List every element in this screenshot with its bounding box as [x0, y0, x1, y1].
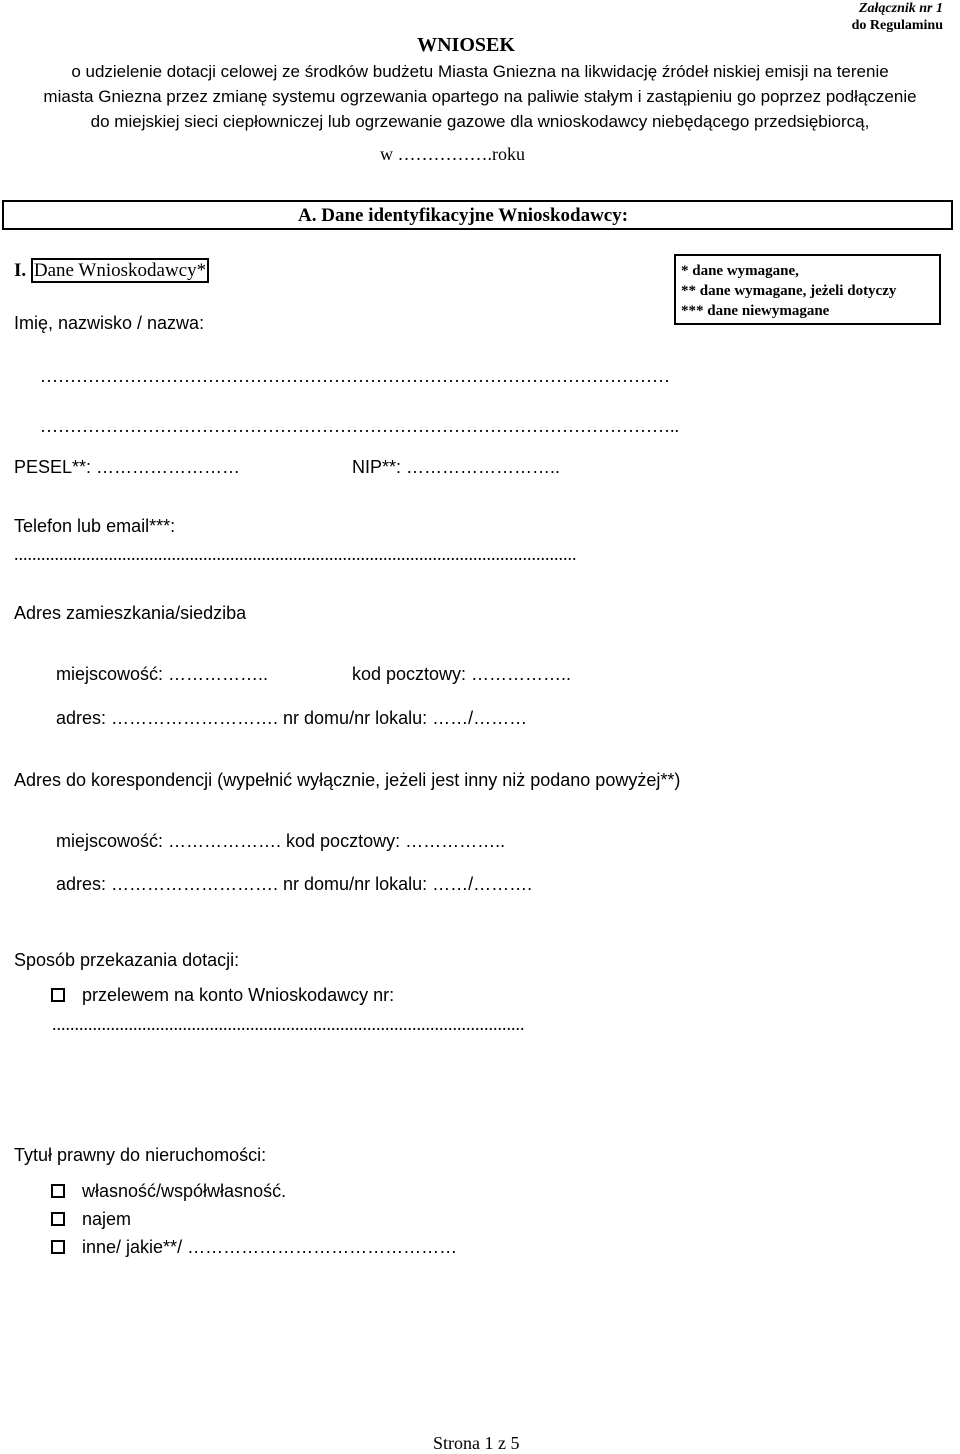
subtitle	[0, 59, 960, 134]
address-zip-field[interactable]: kod pocztowy: ……………..	[352, 664, 572, 684]
phone-label: Telefon lub email***:	[14, 516, 176, 536]
transfer-checkbox[interactable]	[51, 988, 65, 1002]
name-field-line-1[interactable]: ……………………………………………………………………………………………	[40, 366, 670, 386]
subtitle-line-1: o udzielenie dotacji celowej ze środków budżetu Miasta Gniezna na likwidację źródeł niskiej emisji na terenie	[71, 62, 889, 81]
legend-required: * dane wymagane,	[681, 263, 799, 279]
address-label: Adres zamieszkania/siedziba	[14, 603, 247, 623]
page-number: Strona 1 z 5	[433, 1433, 520, 1453]
section-a-box	[2, 200, 953, 230]
legal-title-label: Tytuł prawny do nieruchomości:	[14, 1145, 267, 1165]
transfer-option-label: przelewem na konto Wnioskodawcy nr:	[82, 985, 395, 1005]
other-checkbox[interactable]	[51, 1240, 65, 1254]
nip-field[interactable]: NIP**: ……………………..	[352, 457, 561, 477]
name-field-line-2[interactable]: ……………………………………………………………………………………………..	[40, 416, 679, 436]
year-line: w …………….roku	[380, 144, 525, 164]
subtitle-line-3: do miejskiej sieci ciepłowniczej lub ogrzewanie gazowe dla wnioskodawcy niebędącego przedsiębiorcą,	[90, 112, 870, 131]
corr-street-field[interactable]: adres: ………………………. nr domu/nr lokalu: ……/……….	[56, 874, 533, 894]
legend-required-if: ** dane wymagane, jeżeli dotyczy	[681, 283, 897, 299]
name-label: Imię, nazwisko / nazwa:	[14, 313, 205, 333]
address-city-field[interactable]: miejscowość: ……………..	[56, 664, 269, 684]
ownership-checkbox[interactable]	[51, 1184, 65, 1198]
correspondence-label: Adres do korespondencji (wypełnić wyłącznie, jeżeli jest inny niż podano powyżej**)	[14, 770, 681, 790]
subtitle-line-2: miasta Gniezna przez zmianę systemu ogrzewania opartego na paliwie stałym i zastąpieniu go poprzez podłączenie	[43, 87, 917, 106]
corr-city-zip-field[interactable]: miejscowość: ………………. kod pocztowy: ……………..	[56, 831, 506, 851]
annex-line-2: do Regulaminu	[851, 18, 943, 33]
legend-box	[674, 254, 941, 325]
account-number-field[interactable]: .........................................................................................................	[52, 1014, 525, 1034]
annex-label	[852, 0, 943, 34]
transfer-label: Sposób przekazania dotacji:	[14, 950, 240, 970]
lease-option-label: najem	[82, 1209, 132, 1229]
address-street-field[interactable]: adres: ………………………. nr domu/nr lokalu: ……/………	[56, 708, 528, 728]
legend-optional: *** dane niewymagane	[681, 303, 830, 319]
phone-field[interactable]: .............................................................................................................................	[14, 544, 577, 564]
section-i-heading	[14, 260, 209, 282]
section-i-prefix: I.	[14, 260, 27, 281]
section-a-title: A. Dane identyfikacyjne Wnioskodawcy:	[298, 205, 629, 226]
ownership-option-label: własność/współwłasność.	[82, 1181, 287, 1201]
other-option-label[interactable]: inne/ jakie**/ ………………………………………	[82, 1237, 458, 1257]
form-title: WNIOSEK	[417, 34, 515, 56]
lease-checkbox[interactable]	[51, 1212, 65, 1226]
section-i-title: Dane Wnioskodawcy*	[31, 258, 209, 283]
pesel-field[interactable]: PESEL**: ……………………	[14, 457, 241, 477]
annex-line-1: Załącznik nr 1	[858, 1, 943, 16]
